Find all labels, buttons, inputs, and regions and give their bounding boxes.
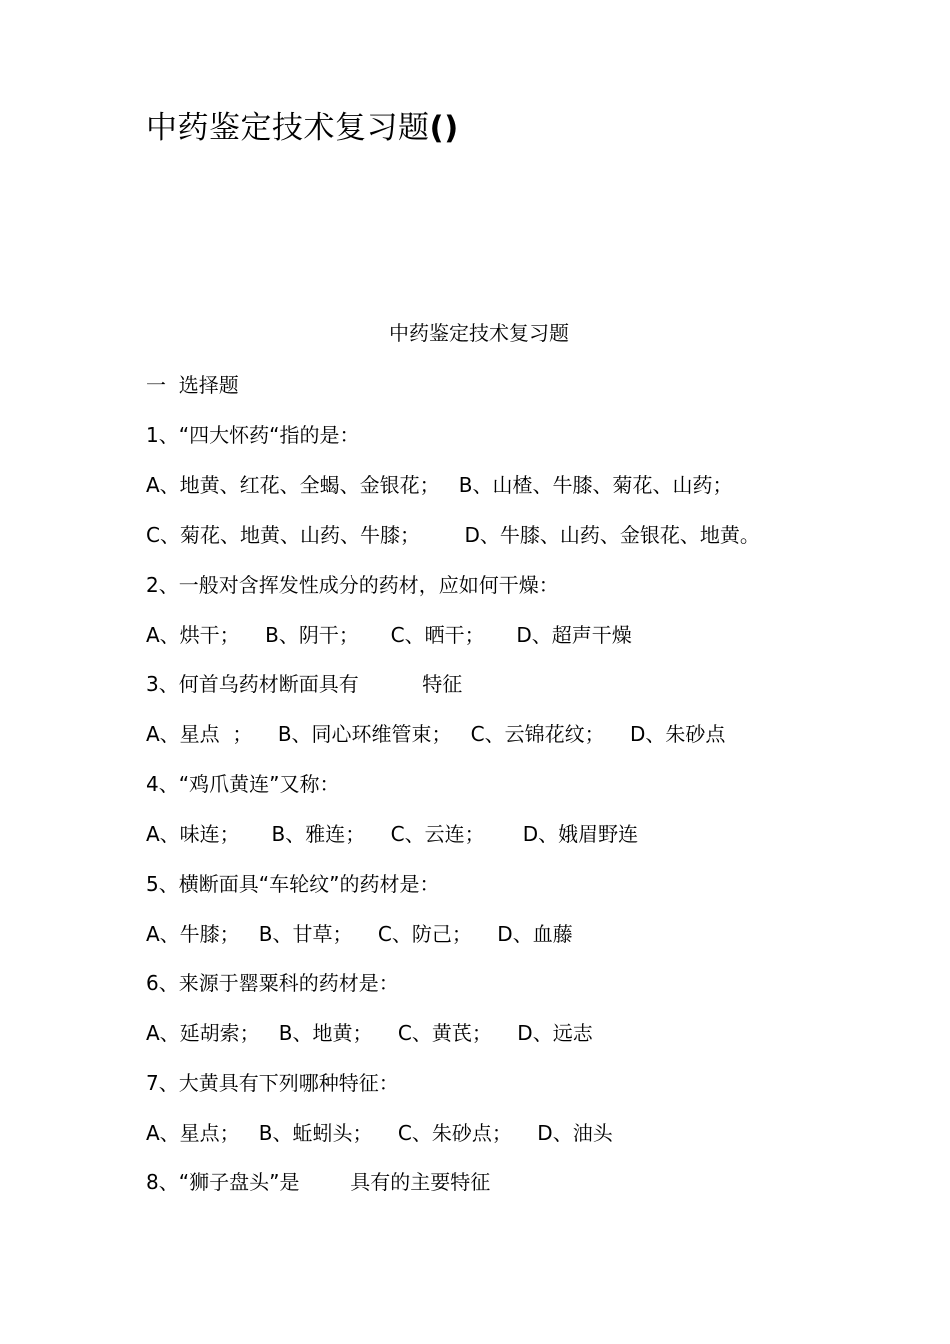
question-stem-2: 2、一般对含挥发性成分的药材，应如何干燥： xyxy=(146,573,559,597)
question-stem-1: 1、“四大怀药“指的是： xyxy=(146,423,360,447)
question-options-6: A、延胡索； B、地黄； C、黄芪； D、远志 xyxy=(146,1021,593,1045)
question-stem-4: 4、“鸡爪黄连”又称： xyxy=(146,772,340,796)
question-options-4: A、味连； B、雅连； C、云连； D、娥眉野连 xyxy=(146,822,639,846)
question-stem-6: 6、来源于罂粟科的药材是： xyxy=(146,971,399,995)
question-options-1b: C、菊花、地黄、山药、牛膝； D、牛膝、山药、金银花、地黄。 xyxy=(146,523,760,547)
question-stem-7: 7、大黄具有下列哪种特征： xyxy=(146,1071,399,1095)
question-options-7: A、星点； B、蚯蚓头； C、朱砂点； D、油头 xyxy=(146,1121,613,1145)
section-heading: 一 选择题 xyxy=(146,373,239,397)
document-title xyxy=(146,106,459,150)
document-subtitle: 中药鉴定技术复习题 xyxy=(389,321,569,345)
question-options-2: A、烘干； B、阴干； C、晒干； D、超声干燥 xyxy=(146,623,632,647)
question-stem-3: 3、何首乌药材断面具有 特征 xyxy=(146,672,463,696)
question-stem-5: 5、横断面具“车轮纹”的药材是： xyxy=(146,872,440,896)
document-title-paren: () xyxy=(429,110,459,146)
question-options-5: A、牛膝； B、甘草； C、防己； D、血藤 xyxy=(146,922,573,946)
question-stem-8: 8、“狮子盘头”是 具有的主要特征 xyxy=(146,1170,491,1194)
document-title-text: 中药鉴定技术复习题 xyxy=(146,110,430,146)
question-options-3: A、星点 ； B、同心环维管束； C、云锦花纹； D、朱砂点 xyxy=(146,722,726,746)
question-options-1a: A、地黄、红花、全蝎、金银花； B、山楂、牛膝、菊花、山药； xyxy=(146,473,733,497)
